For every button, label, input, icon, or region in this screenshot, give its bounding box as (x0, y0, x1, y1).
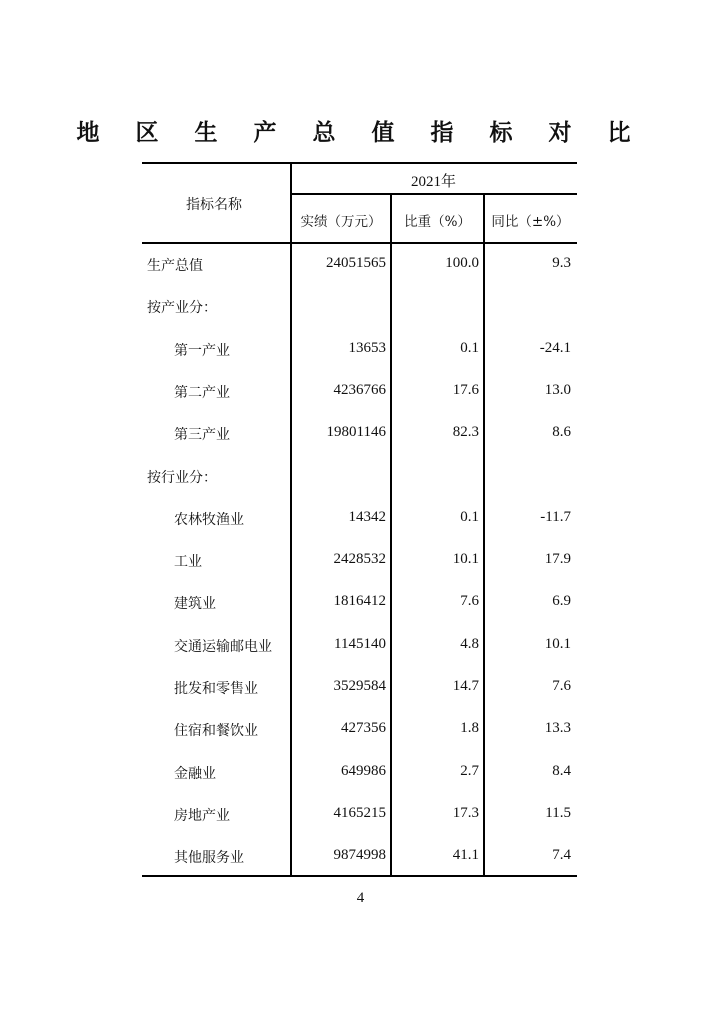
row-yoy: -11.7 (540, 508, 571, 525)
header-share: 比重（%） (404, 214, 471, 230)
row-share: 100.0 (445, 255, 479, 271)
page-number: 4 (356, 890, 365, 906)
row-label: 住宿和餐饮业 (174, 723, 258, 740)
row-yoy: 8.4 (552, 762, 571, 779)
row-value: 2428532 (333, 551, 386, 568)
row-share: 17.6 (452, 381, 479, 398)
row-label: 交通运输邮电业 (174, 638, 272, 655)
row-label: 按产业分： (147, 300, 217, 317)
row-label: 第三产业 (174, 427, 230, 444)
table-bottom-rule (142, 875, 577, 877)
row-label: 第一产业 (174, 342, 230, 359)
header-year: 2021年 (410, 174, 456, 190)
row-label: 金融业 (174, 765, 216, 782)
row-share: 0.1 (460, 508, 479, 525)
row-label: 房地产业 (174, 807, 230, 824)
row-value: 14342 (348, 508, 386, 525)
row-yoy: -24.1 (539, 339, 571, 356)
row-value: 13653 (348, 339, 386, 356)
row-yoy: 7.4 (552, 847, 571, 864)
row-value: 9874998 (333, 847, 386, 864)
year-divider-rule (290, 193, 577, 195)
row-label: 其他服务业 (174, 850, 244, 867)
row-yoy: 13.0 (544, 381, 571, 398)
row-label: 批发和零售业 (174, 681, 258, 697)
row-share: 10.1 (452, 551, 479, 568)
row-yoy: 11.5 (545, 804, 571, 821)
row-label: 按行业分： (147, 469, 217, 486)
row-value: 1816412 (333, 593, 386, 610)
gdp-table (142, 162, 577, 877)
row-value: 3529584 (333, 678, 386, 694)
row-label: 生产总值 (147, 258, 203, 274)
row-label: 农林牧渔业 (174, 511, 244, 528)
page-title: 地 区 生 产 总 值 指 标 对 比 (76, 120, 645, 146)
row-yoy: 10.1 (544, 635, 571, 652)
row-share: 41.1 (452, 847, 479, 864)
row-share: 2.7 (460, 762, 479, 779)
row-value: 1145140 (334, 635, 386, 652)
row-yoy: 6.9 (552, 593, 571, 610)
row-value: 4236766 (333, 381, 386, 398)
table-top-rule (142, 162, 577, 164)
row-share: 7.6 (460, 593, 479, 610)
row-share: 17.3 (452, 804, 479, 821)
row-label: 第二产业 (174, 384, 230, 401)
row-value: 649986 (341, 762, 386, 779)
row-share: 0.1 (460, 339, 479, 356)
header-actual: 实绩（万元） (300, 214, 382, 230)
row-yoy: 7.6 (552, 678, 571, 694)
row-share: 82.3 (452, 424, 479, 441)
row-yoy: 8.6 (552, 424, 571, 441)
row-yoy: 17.9 (544, 551, 571, 568)
header-yoy: 同比（±%） (491, 214, 570, 230)
row-value: 24051565 (326, 255, 386, 271)
row-share: 4.8 (460, 635, 479, 652)
row-yoy: 9.3 (552, 255, 571, 271)
row-share: 1.8 (460, 720, 479, 737)
row-value: 19801146 (326, 424, 386, 441)
row-value: 427356 (341, 720, 386, 737)
row-label: 工业 (174, 554, 202, 571)
row-share: 14.7 (452, 678, 479, 694)
header-indicator: 指标名称 (186, 197, 242, 213)
row-value: 4165215 (333, 804, 386, 821)
header-bottom-rule (142, 242, 577, 244)
row-label: 建筑业 (174, 596, 216, 613)
row-yoy: 13.3 (544, 720, 571, 737)
